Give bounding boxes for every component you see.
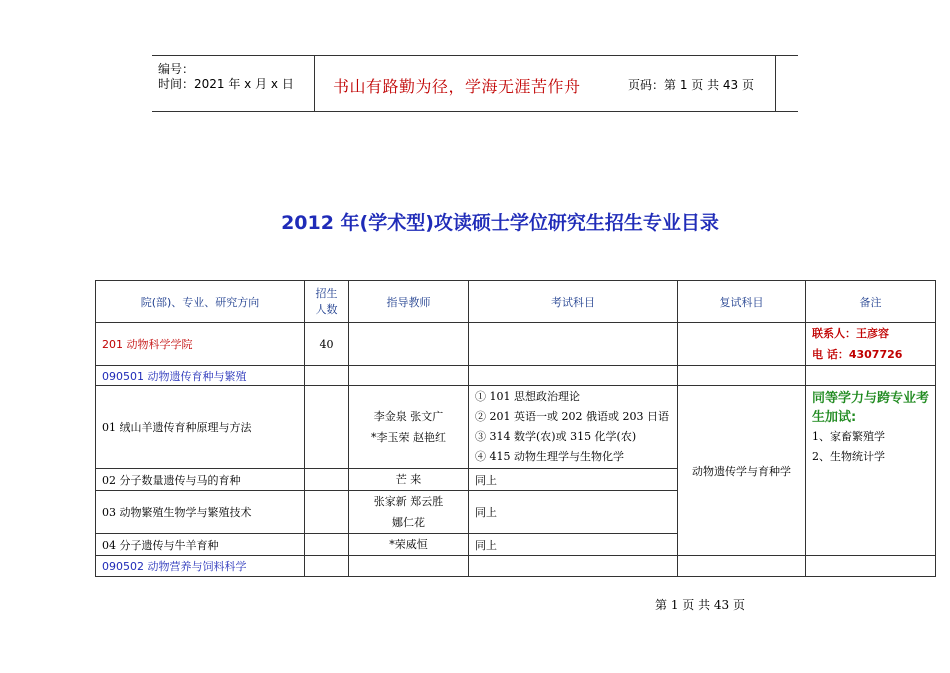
advisors-line: 张家新 郑云胜: [373, 495, 444, 508]
advisors-line: *李玉荣 赵艳红: [371, 431, 446, 444]
note-item: 1、家畜繁殖学: [812, 430, 885, 443]
empty-cell: [469, 366, 678, 386]
contact-person: 联系人：王彦容: [812, 327, 889, 340]
major-name: 090502 动物营养与饲料科学: [96, 556, 305, 577]
empty-cell: [305, 556, 349, 577]
header-quota-line2: 人数: [315, 302, 338, 316]
table-row: [96, 386, 936, 469]
exam-subjects: [469, 386, 678, 469]
empty-cell: [678, 323, 806, 366]
note-item: 2、生物统计学: [812, 450, 885, 463]
notes-title: 同等学力与跨专业考生加试:: [812, 391, 930, 425]
advisors: [349, 386, 469, 469]
major-name: 090501 动物遗传育种与繁殖: [96, 366, 305, 386]
empty-cell: [349, 556, 469, 577]
empty-cell: [349, 323, 469, 366]
exam-same: 同上: [469, 534, 678, 556]
empty-cell: [469, 323, 678, 366]
number-label: 编号：: [158, 62, 195, 76]
exam-same: 同上: [469, 469, 678, 491]
advisors: 芒 来: [349, 469, 469, 491]
header-notes: 备注: [806, 281, 936, 323]
header-meta: [152, 56, 314, 111]
advisors-line: 李金泉 张文广: [373, 410, 444, 423]
exam-subject: ① 101 思想政治理论: [475, 390, 580, 403]
exam-subject: ② 201 英语一或 202 俄语或 203 日语: [475, 410, 669, 423]
catalog-table: [95, 280, 936, 577]
empty-cell: [305, 469, 349, 491]
empty-cell: [806, 556, 936, 577]
retest-subject: 动物遗传学与育种学: [678, 386, 806, 556]
exam-same: 同上: [469, 491, 678, 534]
college-name: 201 动物科学学院: [96, 323, 305, 366]
college-quota: 40: [305, 323, 349, 366]
empty-cell: [678, 556, 806, 577]
empty-cell: [305, 491, 349, 534]
time-label: 时间：2021 年 x 月 x 日: [158, 77, 294, 91]
notes-cell: [806, 386, 936, 556]
contact-phone: 电 话：4307726: [812, 348, 903, 361]
direction: 04 分子遗传与牛羊育种: [96, 534, 305, 556]
header-retest: 复试科目: [678, 281, 806, 323]
header-advisor: 指导教师: [349, 281, 469, 323]
college-row: [96, 323, 936, 366]
contact-info: [806, 323, 936, 366]
empty-cell: [806, 366, 936, 386]
advisors: *荣威恒: [349, 534, 469, 556]
page-title: 2012 年(学术型)攻读硕士学位研究生招生专业目录: [281, 212, 719, 234]
page-info: 页码：第 1 页 共 43 页: [628, 78, 754, 92]
empty-cell: [305, 386, 349, 469]
motto: 书山有路勤为径，学海无涯苦作舟: [333, 77, 581, 96]
header-dept: 院(部)、专业、研究方向: [96, 281, 305, 323]
header-quota: [305, 281, 349, 323]
empty-cell: [469, 556, 678, 577]
header-exam: 考试科目: [469, 281, 678, 323]
direction: 02 分子数量遗传与马的育种: [96, 469, 305, 491]
empty-cell: [678, 366, 806, 386]
empty-cell: [305, 534, 349, 556]
advisors-line: 娜仁花: [392, 516, 425, 529]
major-row: [96, 556, 936, 577]
exam-subject: ③ 314 数学(农)或 315 化学(农): [475, 430, 637, 443]
direction: 03 动物繁殖生物学与繁殖技术: [96, 491, 305, 534]
exam-subject: ④ 415 动物生理学与生物化学: [475, 450, 624, 463]
advisors: [349, 491, 469, 534]
page-footer: 第 1 页 共 43 页: [655, 598, 745, 612]
empty-cell: [349, 366, 469, 386]
direction: 01 绒山羊遗传育种原理与方法: [96, 386, 305, 469]
major-row: [96, 366, 936, 386]
empty-cell: [305, 366, 349, 386]
table-header-row: [96, 281, 936, 323]
header-quota-line1: 招生: [315, 286, 338, 300]
document-header: [152, 55, 798, 112]
